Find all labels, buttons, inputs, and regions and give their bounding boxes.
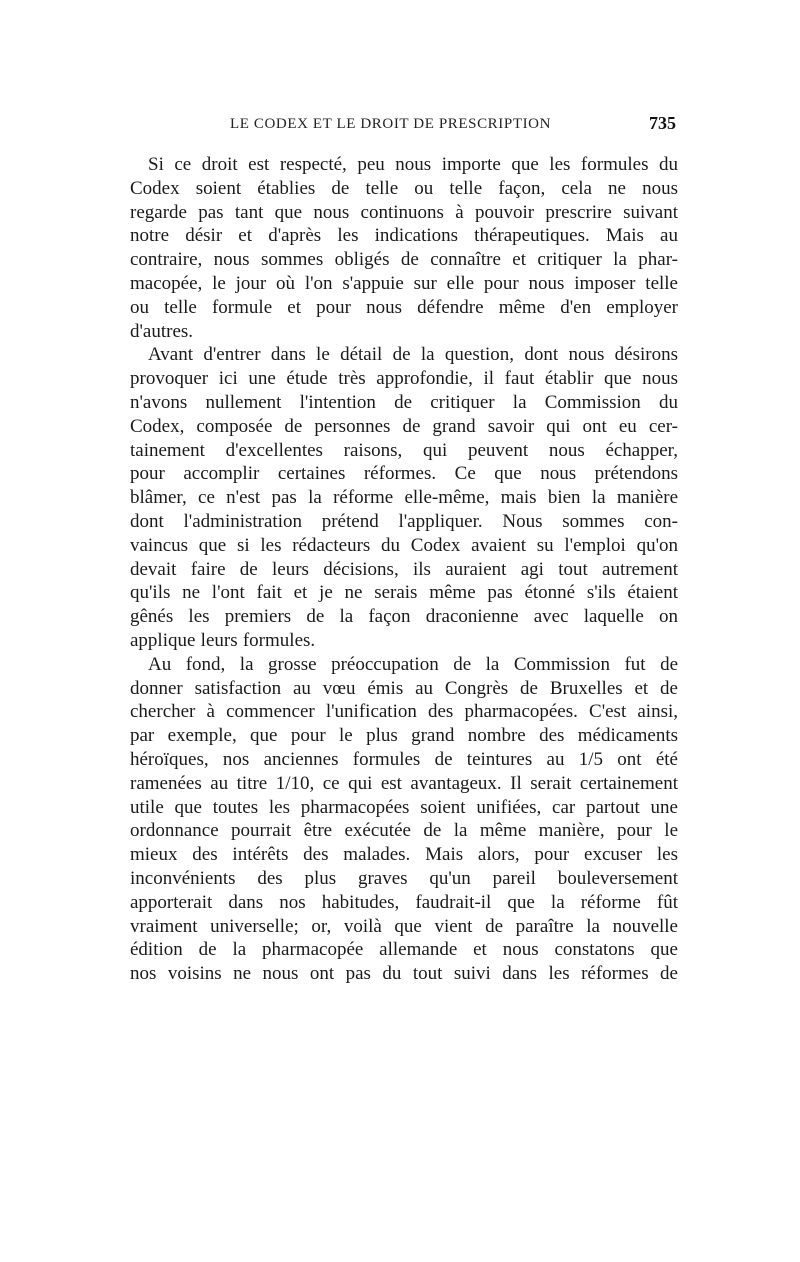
text-line: notre désir et d'après les indications thérapeutiques. Mais au <box>130 225 678 247</box>
text-line: macopée, le jour où l'on s'appuie sur elle pour nous imposer telle <box>130 272 678 294</box>
paragraph-3 <box>130 653 678 986</box>
running-title: LE CODEX ET LE DROIT DE PRESCRIPTION <box>230 116 552 132</box>
text-line: Avant d'entrer dans le détail de la question, dont nous désirons <box>148 344 678 366</box>
text-line: d'autres. <box>130 320 194 342</box>
text-line: blâmer, ce n'est pas la réforme elle-même, mais bien la manière <box>130 487 678 509</box>
text-line: mieux des intérêts des malades. Mais alors, pour excuser les <box>130 844 678 866</box>
text-line: ou telle formule et pour nous défendre même d'en employer <box>130 296 678 318</box>
text-line: ordonnance pourrait être exécutée de la même manière, pour le <box>130 820 678 842</box>
text-line: apporterait dans nos habitudes, faudrait-il que la réforme fût <box>130 891 678 913</box>
text-line: vaincus que si les rédacteurs du Codex avaient su l'emploi qu'on <box>130 534 678 556</box>
text-line: par exemple, que pour le plus grand nombre des médicaments <box>130 725 678 747</box>
text-line: Codex, composée de personnes de grand savoir qui ont eu cer- <box>130 415 678 437</box>
text-line: pour accomplir certaines réformes. Ce que nous prétendons <box>130 463 678 485</box>
text-line: Si ce droit est respecté, peu nous importe que les formules du <box>148 154 678 175</box>
text-line: inconvénients des plus graves qu'un pareil bouleversement <box>130 867 678 889</box>
text-line: Au fond, la grosse préoccupation de la Commission fut de <box>148 653 678 675</box>
body-text <box>130 153 678 986</box>
text-line: provoquer ici une étude très approfondie, il faut établir que nous <box>130 368 678 390</box>
text-line: regarde pas tant que nous continuons à pouvoir prescrire suivant <box>130 201 678 223</box>
text-line: dont l'administration prétend l'appliquer. Nous sommes con- <box>130 510 678 532</box>
text-line: chercher à commencer l'unification des pharmacopées. C'est ainsi, <box>130 701 678 723</box>
text-line: édition de la pharmacopée allemande et nous constatons que <box>130 939 678 961</box>
text-line: gênés les premiers de la façon draconienne avec laquelle on <box>130 606 678 628</box>
text-line: donner satisfaction au vœu émis au Congrès de Bruxelles et de <box>130 677 678 699</box>
text-line: tainement d'excellentes raisons, qui peuvent nous échapper, <box>130 439 678 461</box>
text-line: applique leurs formules. <box>130 629 316 651</box>
text-line: nos voisins ne nous ont pas du tout suivi dans les réformes de <box>130 963 678 985</box>
paragraph-2 <box>130 343 678 652</box>
text-line: utile que toutes les pharmacopées soient unifiées, car partout une <box>130 796 678 818</box>
text-line: ramenées au titre 1/10, ce qui est avantageux. Il serait certainement <box>130 772 678 794</box>
text-line: vraiment universelle; or, voilà que vient de paraître la nouvelle <box>130 915 678 937</box>
running-head <box>130 113 678 139</box>
text-line: n'avons nullement l'intention de critiquer la Commission du <box>130 391 678 413</box>
page-number: 735 <box>649 113 676 133</box>
text-line: Codex soient établies de telle ou telle façon, cela ne nous <box>130 177 678 199</box>
paragraph-1 <box>130 153 678 343</box>
text-line: qu'ils ne l'ont fait et je ne serais même pas étonné s'ils étaient <box>130 582 678 604</box>
text-line: héroïques, nos anciennes formules de teintures au 1/5 ont été <box>130 748 678 770</box>
text-line: contraire, nous sommes obligés de connaître et critiquer la phar- <box>130 249 678 271</box>
text-line: devait faire de leurs décisions, ils auraient agi tout autrement <box>130 558 678 580</box>
